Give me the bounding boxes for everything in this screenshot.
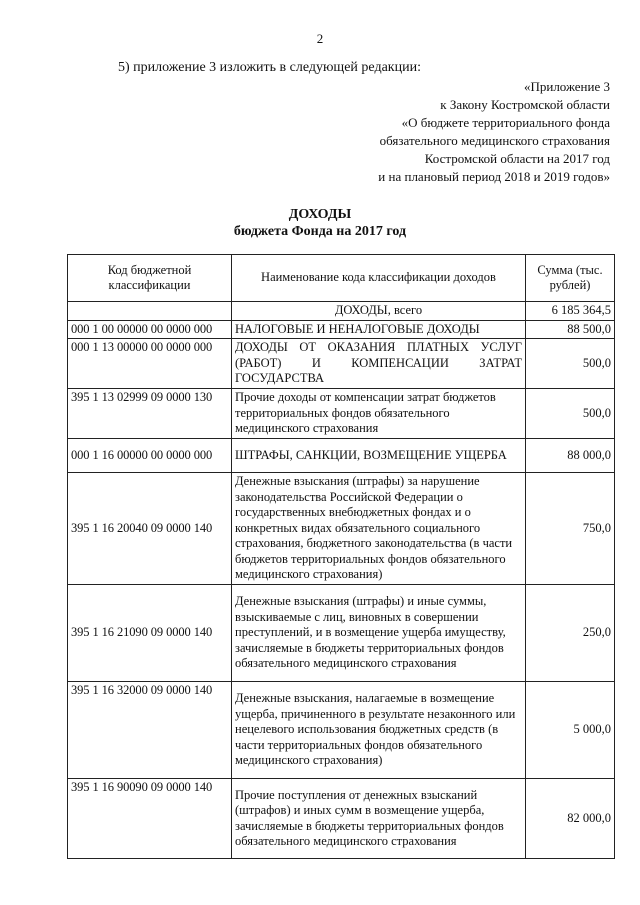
header-code: Код бюджетной классификации [68,255,232,302]
row-name: ДОХОДЫ ОТ ОКАЗАНИЯ ПЛАТНЫХ УСЛУГ (РАБОТ) И КОМПЕНСАЦИИ ЗАТРАТ ГОСУДАРСТВА [232,339,526,389]
total-label: ДОХОДЫ, всего [232,302,526,321]
heading-title: ДОХОДЫ [288,207,352,222]
row-amount: 88 000,0 [526,439,615,473]
total-amount: 6 185 364,5 [526,302,615,321]
row-name: НАЛОГОВЫЕ И НЕНАЛОГОВЫЕ ДОХОДЫ [232,320,526,339]
row-name: Денежные взыскания (штрафы) и иные суммы, взыскиваемые с лиц, виновных в совершении преступлений, и в возмещение ущерба имуществу, зачисляемые в бюджеты территориальных фондов обязательного медицинского страхования [232,585,526,682]
row-amount: 82 000,0 [526,779,615,859]
document-heading [0,206,640,240]
row-code: 395 1 16 90090 09 0000 140 [68,779,232,859]
table-row [68,320,615,339]
row-amount: 500,0 [526,339,615,389]
appendix-line: обязательного медицинского страхования [379,133,610,148]
appendix-line: к Закону Костромской области [440,97,610,112]
table-row [68,339,615,389]
row-code: 000 1 00 00000 00 0000 000 [68,320,232,339]
row-name: Денежные взыскания (штрафы) за нарушение законодательства Российской Федерации о государственных внебюджетных фондах и о конкретных видах обязательного социального страхования, бюджетного законодательства (в части бюджетов территориальных фондов обязательного медицинского страхования) [232,473,526,585]
heading-subtitle: бюджета Фонда на 2017 год [233,224,407,239]
appendix-line: и на плановый период 2018 и 2019 годов» [378,169,610,184]
table-row [68,585,615,682]
header-amount: Сумма (тыс. рублей) [526,255,615,302]
appendix-line: «Приложение 3 [523,79,610,94]
header-name: Наименование кода классификации доходов [232,255,526,302]
table-row [68,779,615,859]
row-name: Прочие доходы от компенсации затрат бюджетов территориальных фондов обязательного медицинского страхования [232,389,526,439]
row-amount: 750,0 [526,473,615,585]
row-amount: 88 500,0 [526,320,615,339]
row-name: Денежные взыскания, налагаемые в возмещение ущерба, причиненного в результате незаконного или нецелевого использования бюджетных средств (в части территориальных фондов обязательного медицинского страхования) [232,682,526,779]
table-row-total [68,302,615,321]
total-code-cell [68,302,232,321]
appendix-reference [378,78,610,186]
appendix-line: «О бюджете территориального фонда [401,115,610,130]
row-amount: 500,0 [526,389,615,439]
table-header-row [68,255,615,302]
table-row [68,389,615,439]
row-code: 395 1 13 02999 09 0000 130 [68,389,232,439]
appendix-line: Костромской области на 2017 год [424,151,610,166]
row-code: 395 1 16 21090 09 0000 140 [68,585,232,682]
row-amount: 5 000,0 [526,682,615,779]
intro-text: 5) приложение 3 изложить в следующей редакции: [118,60,421,75]
row-code: 000 1 13 00000 00 0000 000 [68,339,232,389]
table-row [68,439,615,473]
row-name: ШТРАФЫ, САНКЦИИ, ВОЗМЕЩЕНИЕ УЩЕРБА [232,439,526,473]
income-table [67,254,615,859]
table-row [68,682,615,779]
page-number: 2 [316,31,324,46]
table-row [68,473,615,585]
row-code: 395 1 16 32000 09 0000 140 [68,682,232,779]
row-code: 000 1 16 00000 00 0000 000 [68,439,232,473]
row-code: 395 1 16 20040 09 0000 140 [68,473,232,585]
row-name: Прочие поступления от денежных взысканий (штрафов) и иных сумм в возмещение ущерба, зачисляемые в бюджеты территориальных фондов обязательного медицинского страхования [232,779,526,859]
row-amount: 250,0 [526,585,615,682]
